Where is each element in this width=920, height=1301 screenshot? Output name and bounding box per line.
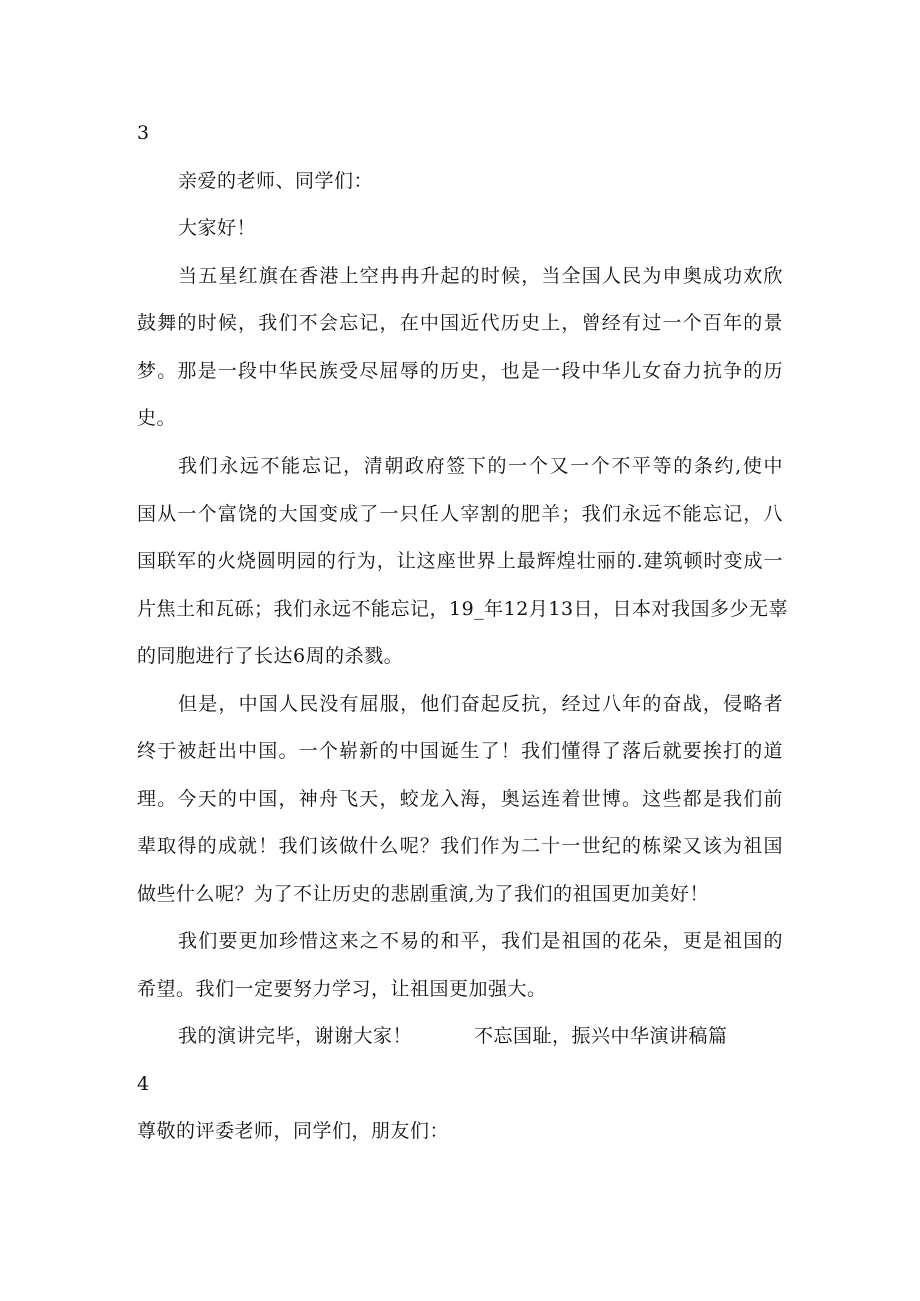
greeting: 亲爱的老师、同学们： xyxy=(178,170,374,192)
paragraph-line: 国从一个富饶的大国变成了一只任人宰割的肥羊；我们永远不能忘记，八 xyxy=(137,503,783,525)
paragraph-line: 的同胞进行了长达6周的杀戮。 xyxy=(137,645,404,667)
paragraph-line: 做些什么呢？为了不让历史的悲剧重演,为了我们的祖国更加美好！ xyxy=(137,883,710,905)
next-section-title: 不忘国耻，振兴中华演讲稿篇 xyxy=(474,1025,728,1047)
greeting: 尊敬的评委老师，同学们，朋友们： xyxy=(137,1120,450,1142)
paragraph-line: 理。今天的中国，神舟飞天，蛟龙入海，奥运连着世博。这些都是我们前 xyxy=(137,788,783,810)
paragraph-line: 国联军的火烧圆明园的行为，让这座世界上最辉煌壮丽的.建筑顿时变成一 xyxy=(137,550,783,572)
hello-line: 大家好！ xyxy=(178,217,257,239)
paragraph-line: 我们要更加珍惜这来之不易的和平，我们是祖国的花朵，更是祖国的 xyxy=(178,930,783,952)
paragraph-line: 梦。那是一段中华民族受尽屈辱的历史，也是一段中华儿女奋力抗争的历 xyxy=(137,360,783,382)
paragraph-line: 片焦土和瓦砾；我们永远不能忘记，19_年12月13日，日本对我国多少无辜 xyxy=(137,598,789,620)
closing-line: 我的演讲完毕，谢谢大家！ xyxy=(178,1025,413,1047)
section-number: 3 xyxy=(137,122,150,144)
paragraph-line: 希望。我们一定要努力学习，让祖国更加强大。 xyxy=(137,978,547,1000)
paragraph-line: 史。 xyxy=(137,407,177,429)
section-number: 4 xyxy=(137,1073,150,1095)
paragraph-line: 鼓舞的时候，我们不会忘记，在中国近代历史上，曾经有过一个百年的景 xyxy=(137,312,783,334)
paragraph-line: 当五星红旗在香港上空冉冉升起的时候，当全国人民为申奥成功欢欣 xyxy=(178,265,783,287)
paragraph-line: 我们永远不能忘记，清朝政府签下的一个又一个不平等的条约,使中 xyxy=(178,455,783,477)
paragraph-line: 但是，中国人民没有屈服，他们奋起反抗，经过八年的奋战，侵略者 xyxy=(178,693,783,715)
paragraph-line: 辈取得的成就！我们该做什么呢？我们作为二十一世纪的栋梁又该为祖国 xyxy=(137,835,783,857)
paragraph-line: 终于被赶出中国。一个崭新的中国诞生了！我们懂得了落后就要挨打的道 xyxy=(137,740,783,762)
